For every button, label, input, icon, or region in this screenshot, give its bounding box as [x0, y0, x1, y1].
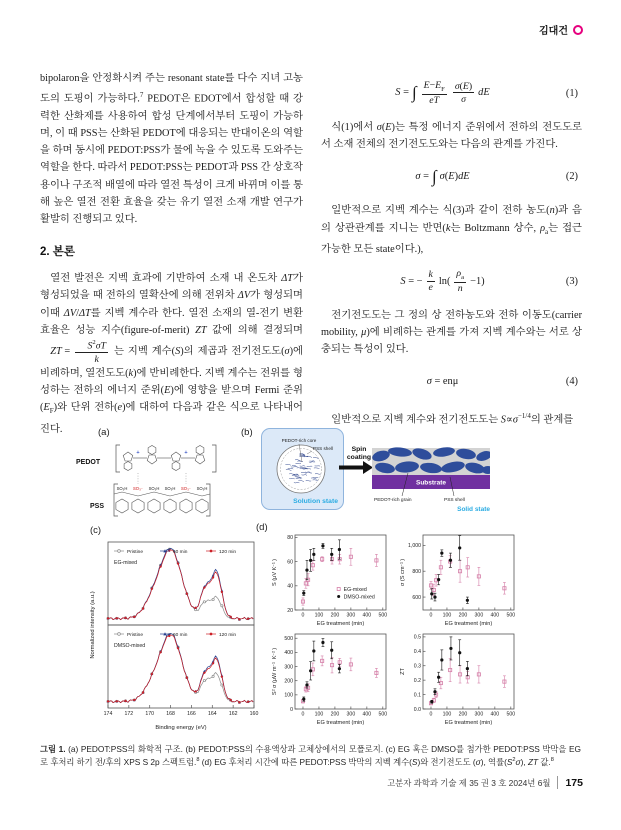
page-number: 175 [565, 776, 583, 789]
x-tick-label: 100 [442, 612, 452, 619]
x-tick-label: 0 [429, 612, 433, 619]
y-tick-label: 800 [412, 569, 421, 576]
y-tick-label: 60 [287, 559, 293, 566]
x-tick-label: 400 [490, 711, 500, 718]
figure-panel-a-label: (a) [98, 427, 110, 438]
panel-series-label: DMSO-mixed [114, 643, 146, 649]
page-footer [387, 776, 583, 789]
x-tick-label: 300 [474, 612, 484, 619]
pedot-grain-label: PEDOT-rich grain [374, 498, 412, 503]
author-name: 김대건 [539, 26, 568, 37]
x-tick-label: 100 [314, 612, 324, 619]
chemical-structure-figure [74, 432, 234, 524]
y-tick-label: 0.5 [413, 634, 421, 641]
y-tick-label: 0.4 [413, 649, 421, 656]
section-heading: 2. 본론 [40, 246, 76, 259]
left-column [40, 70, 303, 438]
pss-label: PSS [90, 503, 105, 510]
so3h-label: SO₃H [116, 486, 128, 491]
paragraph: 일반적으로 지벡 계수는 식(3)과 같이 전하 농도(n)과 음의 상관관계를 지니는 반면(k는 Boltzmann 상수, $\rho_a$는 접근 가능한 모든 state이다.), [321, 205, 583, 255]
x-tick-label: 164 [207, 711, 217, 717]
y-axis-label: $S^2$ σ (μW $m^{-1}$ $K^{-2}$ ) [270, 647, 278, 696]
solid-film-diagram [372, 443, 492, 513]
pedot-label: PEDOT [76, 459, 101, 466]
x-tick-label: 300 [346, 612, 356, 619]
x-tick-label: 200 [458, 711, 468, 718]
equation-2: σ = ∫ σ(E)dE (2) [415, 166, 578, 186]
figure-panel-b-label: (b) [241, 427, 253, 438]
legend-label: EG-mixed [343, 586, 367, 593]
equation-4: σ = enμ (4) [426, 376, 578, 388]
y-tick-label: 0.3 [413, 663, 421, 670]
x-tick-label: 160 [249, 711, 259, 717]
legend-label: 60 min [173, 549, 188, 555]
legend-label: 60 min [173, 632, 188, 638]
xps-spectra-chart [88, 537, 260, 733]
author-badge-icon [573, 25, 583, 35]
y-tick-label: 1,000 [408, 543, 421, 550]
x-tick-label: 0 [301, 612, 305, 619]
y-tick-label: 400 [284, 650, 293, 657]
positive-charge-mark: + [184, 450, 188, 456]
solid-state-label: Solid state [457, 506, 490, 513]
x-tick-label: 200 [330, 612, 340, 619]
y-tick-label: 0.0 [413, 706, 421, 713]
power-factor-scatter-plot [269, 628, 391, 727]
solution-state-label: Solution state [293, 498, 338, 505]
so3h-label: SO₃H [196, 486, 208, 491]
right-arrow-icon [339, 461, 374, 474]
x-tick-label: 200 [458, 612, 468, 619]
x-tick-label: 174 [103, 711, 113, 717]
x-tick-label: 300 [346, 711, 356, 718]
x-tick-label: 400 [362, 612, 372, 619]
zt-scatter-plot [397, 628, 519, 727]
x-tick-label: 100 [314, 711, 324, 718]
x-tick-label: 168 [166, 711, 175, 717]
right-column [321, 70, 582, 428]
so3-anion-label: SO₃⁻ [181, 486, 191, 491]
pss-shell-label-2: PSS shell [444, 498, 465, 503]
y-axis-label: Normalized intensity (a.u.) [90, 591, 96, 659]
x-tick-label: 500 [378, 612, 388, 619]
y-axis-label: ZT [400, 668, 406, 675]
substrate-label: Substrate [416, 479, 446, 487]
x-tick-label: 400 [490, 612, 500, 619]
legend-label: 120 min [219, 632, 237, 638]
y-tick-label: 100 [284, 692, 293, 699]
y-tick-label: 0 [290, 706, 293, 713]
author-header [539, 22, 583, 37]
y-tick-label: 0.2 [413, 677, 421, 684]
y-tick-label: 80 [287, 535, 293, 542]
x-tick-label: 500 [506, 711, 516, 718]
x-tick-label: 166 [187, 711, 196, 717]
inline-zt-formula: ZT = $\frac{S^2\sigma T}{k}$ [50, 339, 106, 365]
x-tick-label: 170 [145, 711, 155, 717]
y-tick-label: 600 [412, 594, 421, 601]
journal-info: 고분자 과학과 기술 제 35 권 3 호 2024년 6월 [387, 777, 551, 788]
equation-1: S = ∫ $\frac{E-E_F}{eT}$ $\frac{\sigma(E)}{\sigma}$ dE (1) [395, 79, 578, 107]
y-tick-label: 500 [284, 636, 293, 643]
x-tick-label: 300 [474, 711, 484, 718]
conductivity-scatter-plot [397, 529, 519, 628]
x-tick-label: 0 [301, 711, 305, 718]
legend-label: Pristine [127, 632, 143, 638]
pss-shell-label: PSS shell [313, 446, 333, 451]
spin-coating-label: Spin coating [346, 446, 372, 462]
y-axis-label: S (μV $K^{-1}$ ) [270, 559, 278, 586]
micelle-diagram [263, 435, 341, 497]
y-tick-label: 200 [284, 678, 293, 685]
x-tick-label: 500 [378, 711, 388, 718]
paragraph-intro: bipolaron을 안정화시켜 주는 resonant state를 다수 지녀 고농도의 도핑이 가능하다.$^7$ PEDOT은 EDOT에서 합성할 때 강력한 산화제를 사용하여 합성 단계에서부터 도핑이 가능하며, 이 때 PSS는 산화된 PEDOT에 대응되는 반대이온의 역할을 하며 동시에 PEDOT:PSS가 물에 녹을 수 있도록 도와주는 역할을 한다. 따라서 PEDOT:PSS는 PEDOT과 PSS 간 상호작용이나 구조적 배열에 따라 열전 특성이 크게 바뀌며 이를 통해 높은 열전 전환 효율을 갖는 유기 열전 소재 개발 연구가 활발히 진행되고 있다. [40, 73, 304, 226]
x-tick-label: 500 [506, 612, 516, 619]
so3-anion-label: SO₃⁻ [133, 486, 143, 491]
y-tick-label: 40 [287, 583, 293, 590]
paragraph-main: 열전 발전은 지벡 효과에 기반하여 소재 내 온도차 ΔT가 형성되었을 때 전하의 열확산에 의해 전위차 ΔV가 형성되며 이때 ΔV/ΔT를 지벡 계수라 한다. 열전 소재의 열-전기 변환 효율은 성능 지수(figure-of-merit) ZT 값에 의해 결정되며 ZT = $\frac{S^2\sigma T}{k}$ 는 지벡 계수(S)의 제곱과 전기전도도(σ)에 비례하며, 열전도도(k)에 반비례한다. 지벡 계수는 전위를 형성하는 전하의 에너지 준위(E)에 영향을 받으며 Fermi 준위$(E_F)$와 단위 전하(e)에 대하여 다음과 같은 식으로 나타내어 진다. [40, 273, 304, 435]
footer-divider [557, 776, 558, 789]
y-tick-label: 0.1 [413, 692, 421, 699]
pss-backbone [114, 492, 210, 496]
legend-label: Pristine [127, 549, 143, 555]
so3h-label: SO₃H [148, 486, 160, 491]
legend-label: 120 min [219, 549, 237, 555]
so3h-label: SO₃H [164, 486, 176, 491]
equation-3: S = − $\frac{k}{e}$ ln( $\frac{\rho_a}{n}$ −1) (3) [400, 267, 578, 295]
figure-caption: 그림 1. (a) PEDOT:PSS의 화학적 구조. (b) PEDOT:PSS의 수용액상과 고체상에서의 모폴로지. (c) EG 혹은 DMSO를 첨가한 PEDOT:PSS 박막을 EG로 후처리 하기 전/후의 XPS S 2p 스펙트럼.$^8$ (d) EG 후처리 시간에 따른 PEDOT:PSS 박막의 지벡 계수(S)와 전기전도도 (σ), 역률$(S^2\sigma)$, ZT 값.$^8$ [40, 744, 581, 767]
positive-charge-mark: + [136, 450, 140, 456]
paragraph: 일반적으로 지벡 계수와 전기전도도는 $S\propto\sigma^{-1/4}$의 관계를 [331, 411, 574, 426]
x-axis-label: EG treatment (min) [444, 720, 493, 726]
y-tick-label: 20 [287, 607, 293, 614]
x-tick-label: 100 [442, 711, 452, 718]
x-tick-label: 200 [330, 711, 340, 718]
arrow-shaft [339, 466, 363, 470]
x-tick-label: 172 [124, 711, 134, 717]
figure-panel-d-label: (d) [256, 522, 268, 533]
x-axis-label: EG treatment (min) [444, 621, 493, 627]
panel-series-label: EG-mixed [114, 560, 138, 566]
x-tick-label: 400 [362, 711, 372, 718]
seebeck-scatter-plot [269, 529, 391, 628]
x-axis-label: Binding energy (eV) [155, 725, 207, 731]
x-axis-label: EG treatment (min) [316, 720, 365, 726]
figure-caption-lead: 그림 1. [40, 744, 66, 755]
figure-panel-c-label: (c) [90, 525, 102, 536]
x-tick-label: 162 [228, 711, 238, 717]
x-tick-label: 0 [429, 711, 433, 718]
y-tick-label: 300 [284, 664, 293, 671]
y-axis-label: σ (S $cm^{-1}$ ) [398, 558, 406, 587]
paragraph: 전기전도도는 그 정의 상 전하농도와 전하 이동도(carrier mobility, μ)에 비례하는 관계를 가져 지벡 계수와는 서로 상충되는 특성이 있다. [321, 310, 582, 356]
x-axis-label: EG treatment (min) [316, 621, 365, 627]
legend-label: DMSO-mixed [343, 594, 375, 601]
solution-state-box [261, 428, 344, 510]
paragraph: 식(1)에서 σ(E)는 특정 에너지 준위에서 전하의 전도도로서 소재 전체의 전기전도도와는 다음의 관계를 가진다. [321, 122, 582, 151]
pedot-core-label: PEDOT-rich core [281, 438, 317, 443]
